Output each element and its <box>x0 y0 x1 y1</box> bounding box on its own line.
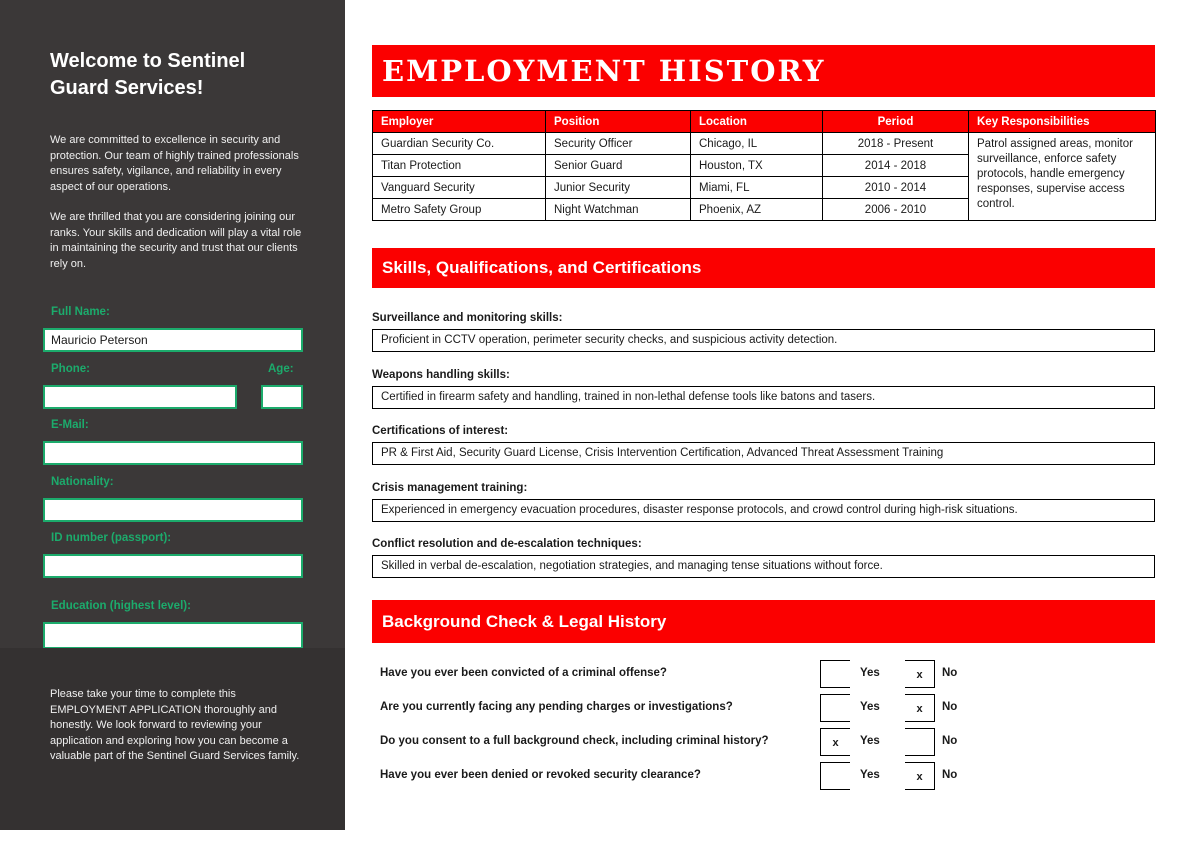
sidebar <box>0 0 345 648</box>
no-checkbox[interactable]: x <box>905 694 935 722</box>
phone-label: Phone: <box>51 363 90 375</box>
skills-title: Skills, Qualifications, and Certifications <box>382 258 702 277</box>
cell-location: Houston, TX <box>691 155 823 177</box>
skill-item-surveillance <box>372 311 1155 352</box>
employment-history-banner <box>372 45 1155 97</box>
skill-label: Conflict resolution and de-escalation techniques: <box>372 538 642 550</box>
age-label: Age: <box>268 363 294 375</box>
intro-paragraph-1: We are committed to excellence in security and protection. Our team of highly trained professionals ensures safety, vigilance, and reliability in every aspect of our operations. <box>50 134 299 193</box>
sidebar-footer <box>0 648 345 830</box>
cell-period: 2010 - 2014 <box>823 177 969 199</box>
col-header-employer: Employer <box>373 111 546 133</box>
question-text: Have you ever been convicted of a criminal offense? <box>380 667 667 679</box>
yes-checkbox[interactable] <box>820 762 850 790</box>
skills-banner <box>372 248 1155 288</box>
yes-checkbox[interactable] <box>820 694 850 722</box>
skill-value-box[interactable]: Skilled in verbal de-escalation, negotiation strategies, and managing tense situations without force. <box>372 555 1155 578</box>
cell-position: Night Watchman <box>546 199 691 221</box>
full-name-label: Full Name: <box>51 306 110 318</box>
cell-location: Chicago, IL <box>691 133 823 155</box>
main-content <box>372 0 1155 841</box>
nationality-label: Nationality: <box>51 476 114 488</box>
question-row-security-clearance <box>372 762 1155 790</box>
no-label: No <box>942 701 958 713</box>
cell-period: 2018 - Present <box>823 133 969 155</box>
col-header-period: Period <box>823 111 969 133</box>
welcome-title: Welcome to Sentinel Guard Services! <box>50 50 246 99</box>
no-label: No <box>942 769 958 781</box>
yes-label: Yes <box>860 735 880 747</box>
table-header-row <box>373 111 1156 133</box>
col-header-position: Position <box>546 111 691 133</box>
question-row-consent-background-check <box>372 728 1155 756</box>
intro-paragraph-2: We are thrilled that you are considering joining our ranks. Your skills and dedication will play a vital role in maintaining the security and trust that our clients rely on. <box>50 211 302 270</box>
cell-location: Phoenix, AZ <box>691 199 823 221</box>
education-label: Education (highest level): <box>51 600 191 612</box>
question-row-pending-charges <box>372 694 1155 722</box>
question-text: Have you ever been denied or revoked security clearance? <box>380 769 701 781</box>
yes-label: Yes <box>860 769 880 781</box>
question-text: Do you consent to a full background check, including criminal history? <box>380 735 769 747</box>
cell-position: Security Officer <box>546 133 691 155</box>
cell-employer: Vanguard Security <box>373 177 546 199</box>
skill-item-crisis-management <box>372 481 1155 522</box>
yes-label: Yes <box>860 701 880 713</box>
skill-label: Crisis management training: <box>372 482 528 494</box>
cell-key-responsibilities: Patrol assigned areas, monitor surveillance, enforce safety protocols, handle emergency responses, supervise access control. <box>969 133 1156 221</box>
employment-history-table <box>372 110 1156 221</box>
education-input[interactable] <box>43 622 303 649</box>
cell-employer: Titan Protection <box>373 155 546 177</box>
cell-position: Junior Security <box>546 177 691 199</box>
col-header-location: Location <box>691 111 823 133</box>
col-header-key-responsibilities: Key Responsibilities <box>969 111 1156 133</box>
email-label: E-Mail: <box>51 419 89 431</box>
yes-label: Yes <box>860 667 880 679</box>
no-checkbox[interactable]: x <box>905 762 935 790</box>
email-input[interactable] <box>43 441 303 465</box>
full-name-input[interactable] <box>43 328 303 352</box>
cell-employer: Metro Safety Group <box>373 199 546 221</box>
skill-item-weapons <box>372 368 1155 409</box>
cell-period: 2006 - 2010 <box>823 199 969 221</box>
employment-history-title: EMPLOYMENT HISTORY <box>382 54 826 88</box>
yes-checkbox[interactable] <box>820 660 850 688</box>
cell-location: Miami, FL <box>691 177 823 199</box>
skill-item-conflict-resolution <box>372 537 1155 578</box>
cell-position: Senior Guard <box>546 155 691 177</box>
cell-employer: Guardian Security Co. <box>373 133 546 155</box>
background-check-title: Background Check & Legal History <box>382 612 667 631</box>
no-label: No <box>942 735 958 747</box>
skill-label: Weapons handling skills: <box>372 369 510 381</box>
id-number-label: ID number (passport): <box>51 532 172 544</box>
question-row-criminal-offense <box>372 660 1155 688</box>
age-input[interactable] <box>261 385 303 409</box>
no-label: No <box>942 667 958 679</box>
no-checkbox[interactable] <box>905 728 935 756</box>
background-check-banner <box>372 600 1155 643</box>
skill-item-certifications <box>372 424 1155 465</box>
no-checkbox[interactable]: x <box>905 660 935 688</box>
skill-label: Certifications of interest: <box>372 425 509 437</box>
id-number-input[interactable] <box>43 554 303 578</box>
skill-value-box[interactable]: PR & First Aid, Security Guard License, Crisis Intervention Certification, Advanced Threat Assessment Training <box>372 442 1155 465</box>
yes-checkbox[interactable]: x <box>820 728 850 756</box>
skill-value-box[interactable]: Proficient in CCTV operation, perimeter security checks, and suspicious activity detection. <box>372 329 1155 352</box>
question-text: Are you currently facing any pending charges or investigations? <box>380 701 733 713</box>
skill-value-box[interactable]: Experienced in emergency evacuation procedures, disaster response protocols, and crowd control during high-risk situations. <box>372 499 1155 522</box>
outro-paragraph: Please take your time to complete this EMPLOYMENT APPLICATION thoroughly and honestly. We look forward to reviewing your application and exploring how you can become a valuable part of the Sentinel Guard Services family. <box>50 688 300 762</box>
cell-period: 2014 - 2018 <box>823 155 969 177</box>
nationality-input[interactable] <box>43 498 303 522</box>
phone-input[interactable] <box>43 385 237 409</box>
skill-value-box[interactable]: Certified in firearm safety and handling, trained in non-lethal defense tools like batons and tasers. <box>372 386 1155 409</box>
table-row <box>373 133 1156 155</box>
skill-label: Surveillance and monitoring skills: <box>372 312 563 324</box>
